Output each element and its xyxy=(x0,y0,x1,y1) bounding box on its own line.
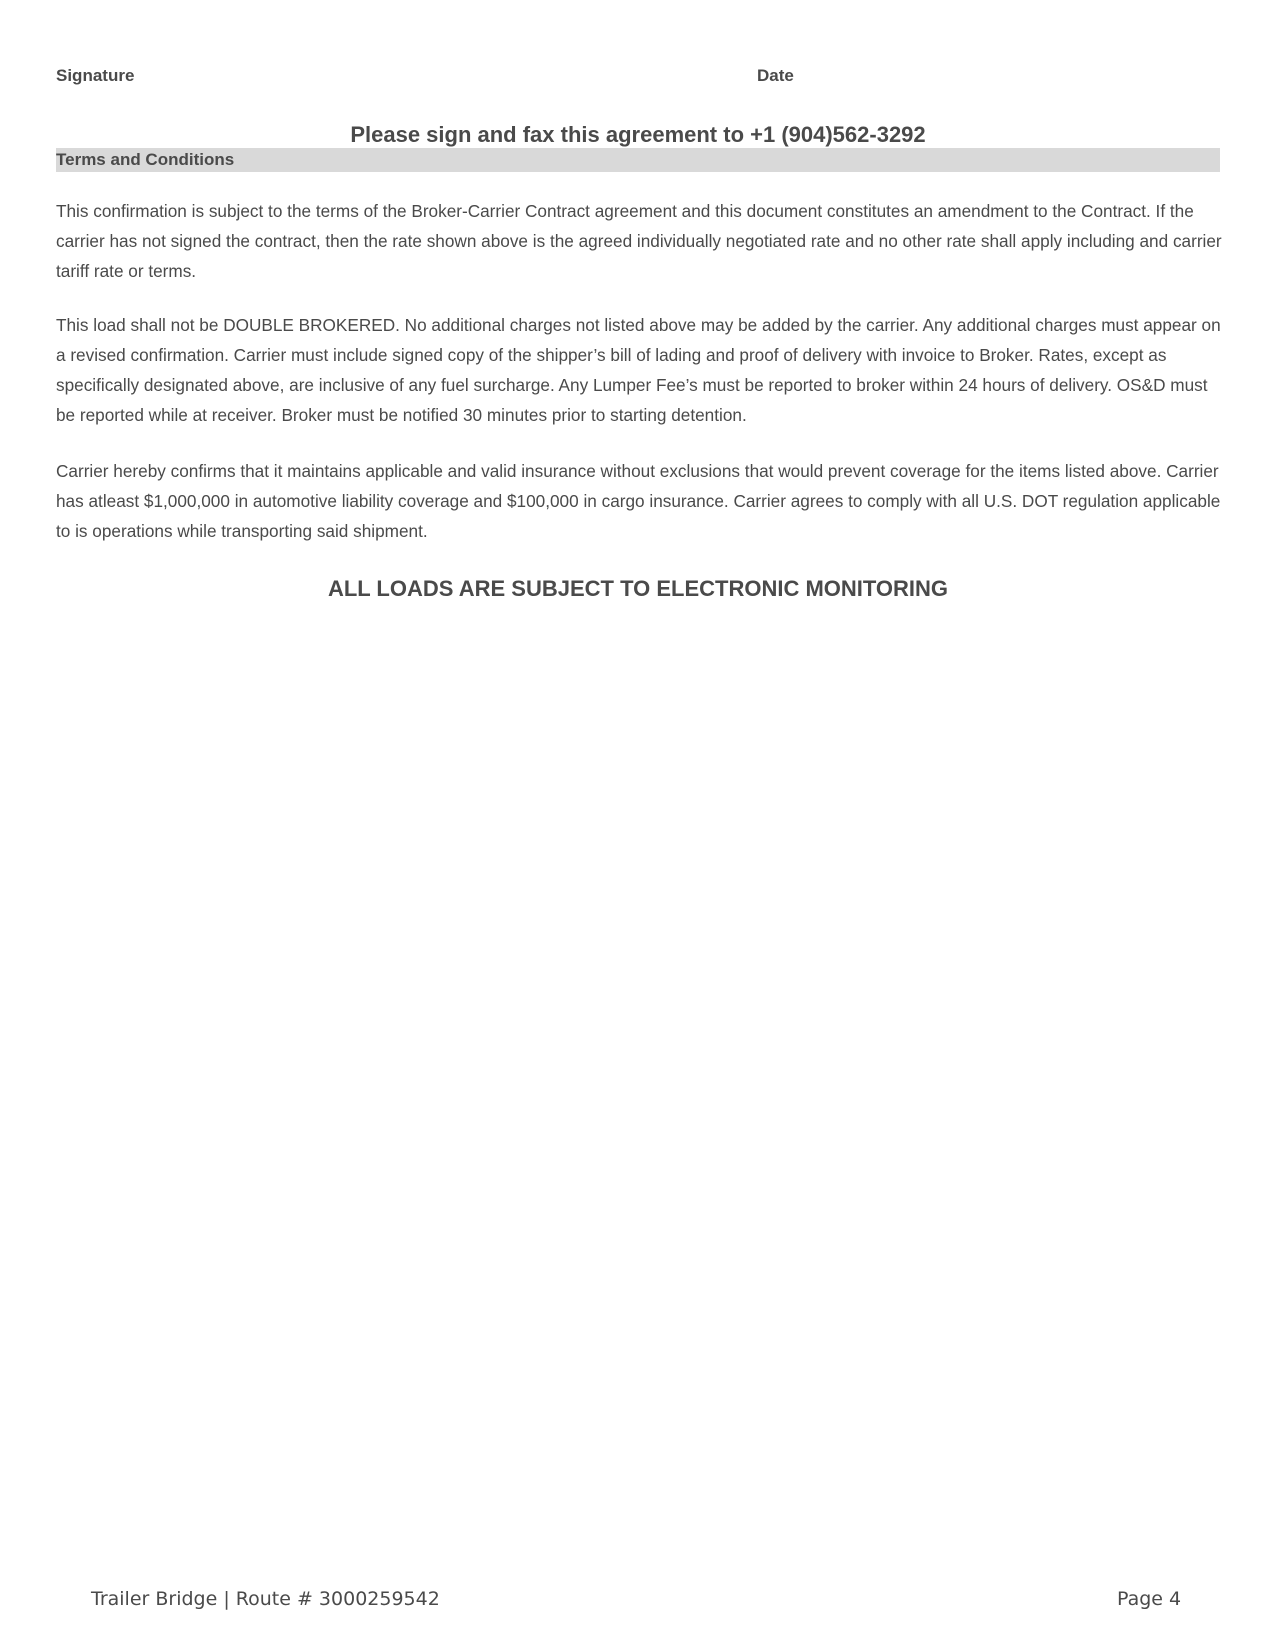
terms-paragraph-brokering: This load shall not be DOUBLE BROKERED. No additional charges not listed above may be added by the carrier. Any additional charges must appear on a revised confirmation. Carrier must include signed copy of the shipper’s bill of lading and proof of delivery with invoice to Broker. Rates, except as specifically designated above, are inclusive of any fuel surcharge. Any Lumper Fee’s must be reported to broker within 24 hours of delivery. OS&D must be reported while at receiver. Broker must be notified 30 minutes prior to starting detention. xyxy=(56,315,1221,425)
monitoring-notice: ALL LOADS ARE SUBJECT TO ELECTRONIC MONITORING xyxy=(327,576,949,601)
date-label: Date xyxy=(757,66,794,85)
fax-notice: Please sign and fax this agreement to +1 (904)562-3292 xyxy=(350,122,926,147)
footer-page-number: Page 4 xyxy=(1117,1588,1182,1610)
terms-paragraph-contract: This confirmation is subject to the terms of the Broker-Carrier Contract agreement and this document constitutes an amendment to the Contract. If the carrier has not signed the contract, then the rate shown above is the agreed individually negotiated rate and no other rate shall apply including and carrier tariff rate or terms. xyxy=(56,201,1222,281)
terms-heading-bar xyxy=(56,148,1220,172)
terms-paragraph-insurance: Carrier hereby confirms that it maintains applicable and valid insurance without exclusions that would prevent coverage for the items listed above. Carrier has atleast $1,000,000 in automotive liability coverage and $100,000 in cargo insurance. Carrier agrees to comply with all U.S. DOT regulation applicable to is operations while transporting said shipment. xyxy=(56,461,1221,541)
footer-route-info: Trailer Bridge | Route # 3000259542 xyxy=(91,1588,440,1610)
terms-heading: Terms and Conditions xyxy=(56,150,235,169)
signature-label: Signature xyxy=(56,66,135,85)
